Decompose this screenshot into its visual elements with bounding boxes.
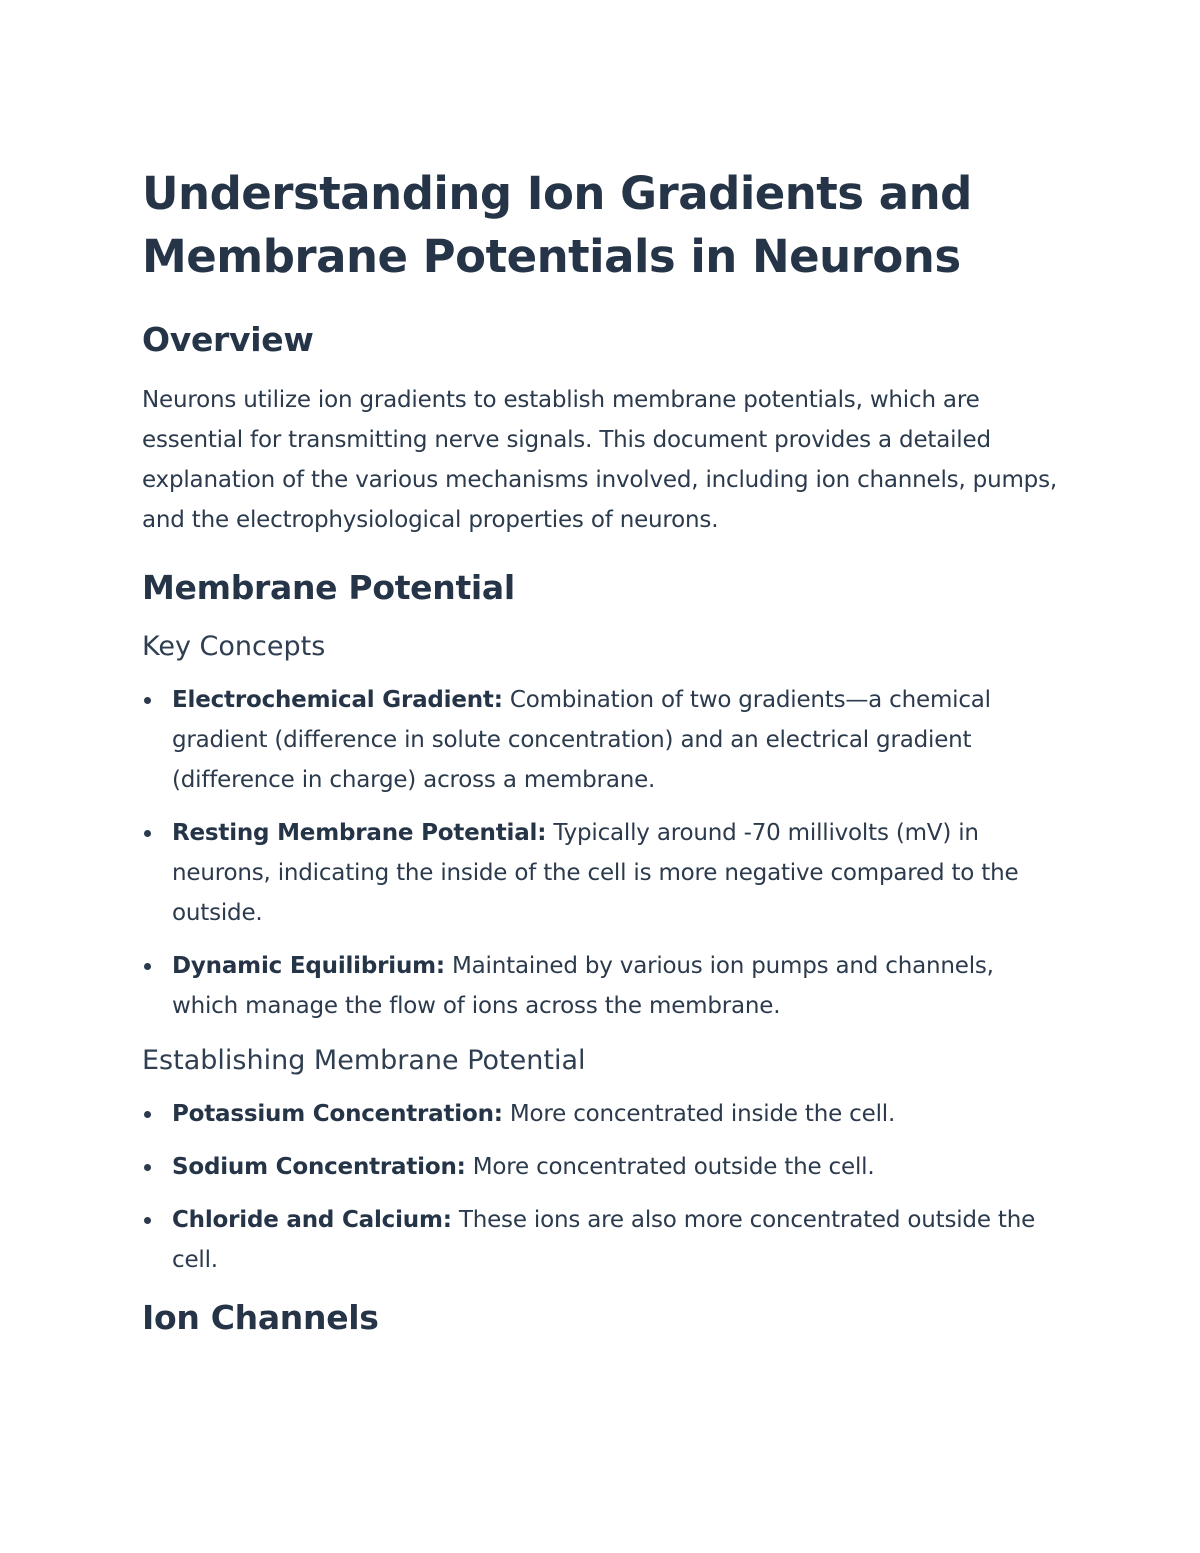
bullet-icon xyxy=(144,1111,151,1118)
list-item-term: Potassium Concentration: xyxy=(172,1101,503,1127)
list-item-desc: Combination of two gradients—a chemical gradient (difference in solute concentration) and an electrical gradient (difference in charge) across a membrane. xyxy=(172,687,991,793)
list-item-desc: These ions are also more concentrated outside the cell. xyxy=(172,1207,1036,1273)
establishing-list xyxy=(142,1094,1062,1280)
list-item xyxy=(142,813,1062,933)
list-item-term: Resting Membrane Potential: xyxy=(172,820,547,846)
list-item-desc: Maintained by various ion pumps and channels, which manage the flow of ions across the membrane. xyxy=(172,953,994,1019)
bullet-icon xyxy=(144,1217,151,1224)
list-item xyxy=(142,946,1062,1026)
bullet-icon xyxy=(144,963,151,970)
key-concepts-heading: Key Concepts xyxy=(142,631,326,662)
bullet-icon xyxy=(144,1164,151,1171)
document-page xyxy=(142,162,1062,1358)
list-item xyxy=(142,1147,1062,1187)
membrane-potential-heading: Membrane Potential xyxy=(142,568,515,607)
overview-text: Neurons utilize ion gradients to establish membrane potentials, which are essential for transmitting nerve signals. This document provides a detailed explanation of the various mechanisms involved, including ion channels, pumps, and the electrophysiological properties of neurons. xyxy=(142,387,1057,533)
establishing-heading: Establishing Membrane Potential xyxy=(142,1045,586,1076)
list-item-term: Dynamic Equilibrium: xyxy=(172,953,445,979)
list-item xyxy=(142,680,1062,800)
overview-heading: Overview xyxy=(142,320,314,359)
page-title: Understanding Ion Gradients and Membrane Potentials in Neurons xyxy=(142,167,972,283)
list-item xyxy=(142,1200,1062,1280)
ion-channels-heading: Ion Channels xyxy=(142,1298,379,1337)
list-item-term: Sodium Concentration: xyxy=(172,1154,466,1180)
list-item-desc: More concentrated outside the cell. xyxy=(465,1154,875,1180)
list-item-desc: Typically around -70 millivolts (mV) in neurons, indicating the inside of the cell is more negative compared to the outside. xyxy=(172,820,1019,926)
list-item-term: Electrochemical Gradient: xyxy=(172,687,503,713)
list-item xyxy=(142,1094,1062,1134)
list-item-desc: More concentrated inside the cell. xyxy=(502,1101,896,1127)
bullet-icon xyxy=(144,697,151,704)
key-concepts-list xyxy=(142,680,1062,1026)
bullet-icon xyxy=(144,830,151,837)
list-item-term: Chloride and Calcium: xyxy=(172,1207,452,1233)
